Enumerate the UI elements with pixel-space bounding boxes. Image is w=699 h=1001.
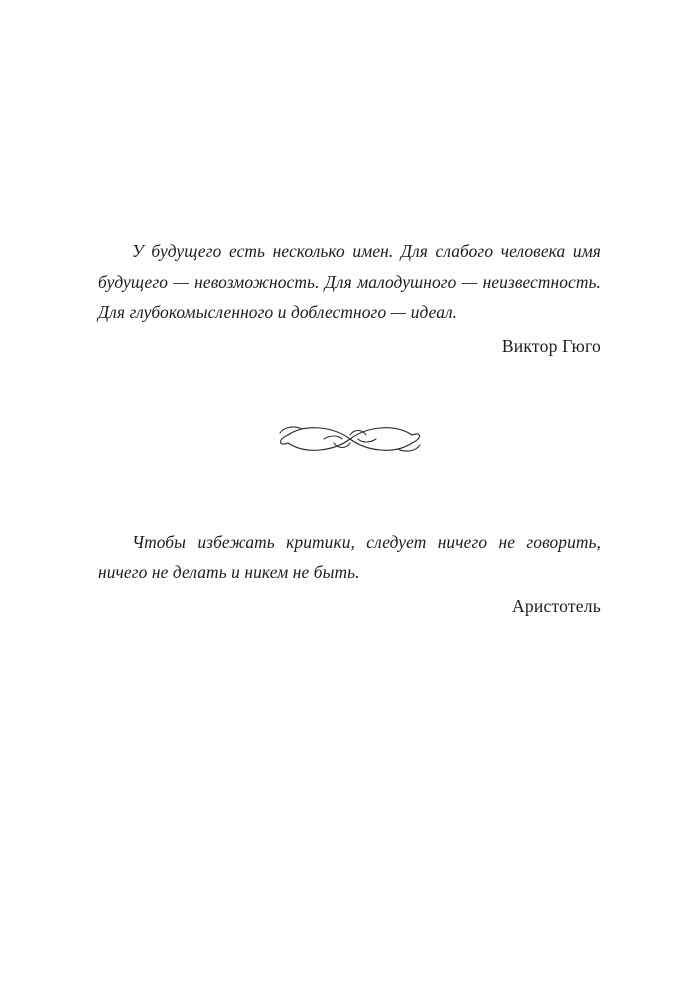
quote-text: Чтобы избежать критики, следует ничего не говорить, ничего не делать и никем не быть. <box>98 531 601 582</box>
quote-block-second <box>98 527 601 617</box>
quote-author: Виктор Гюго <box>501 335 601 356</box>
ornament-divider <box>98 413 601 465</box>
quote-author: Аристотель <box>511 595 601 616</box>
flourish-divider-icon <box>272 417 428 461</box>
quote-text: У будущего есть несколько имен. Для слабого человека имя будущего — невозможность. Для малодушного — неизвестность. Для глубокомысленного и доблестного — идеал. <box>98 241 601 322</box>
quote-block-first <box>98 236 601 357</box>
page-content <box>98 236 601 617</box>
